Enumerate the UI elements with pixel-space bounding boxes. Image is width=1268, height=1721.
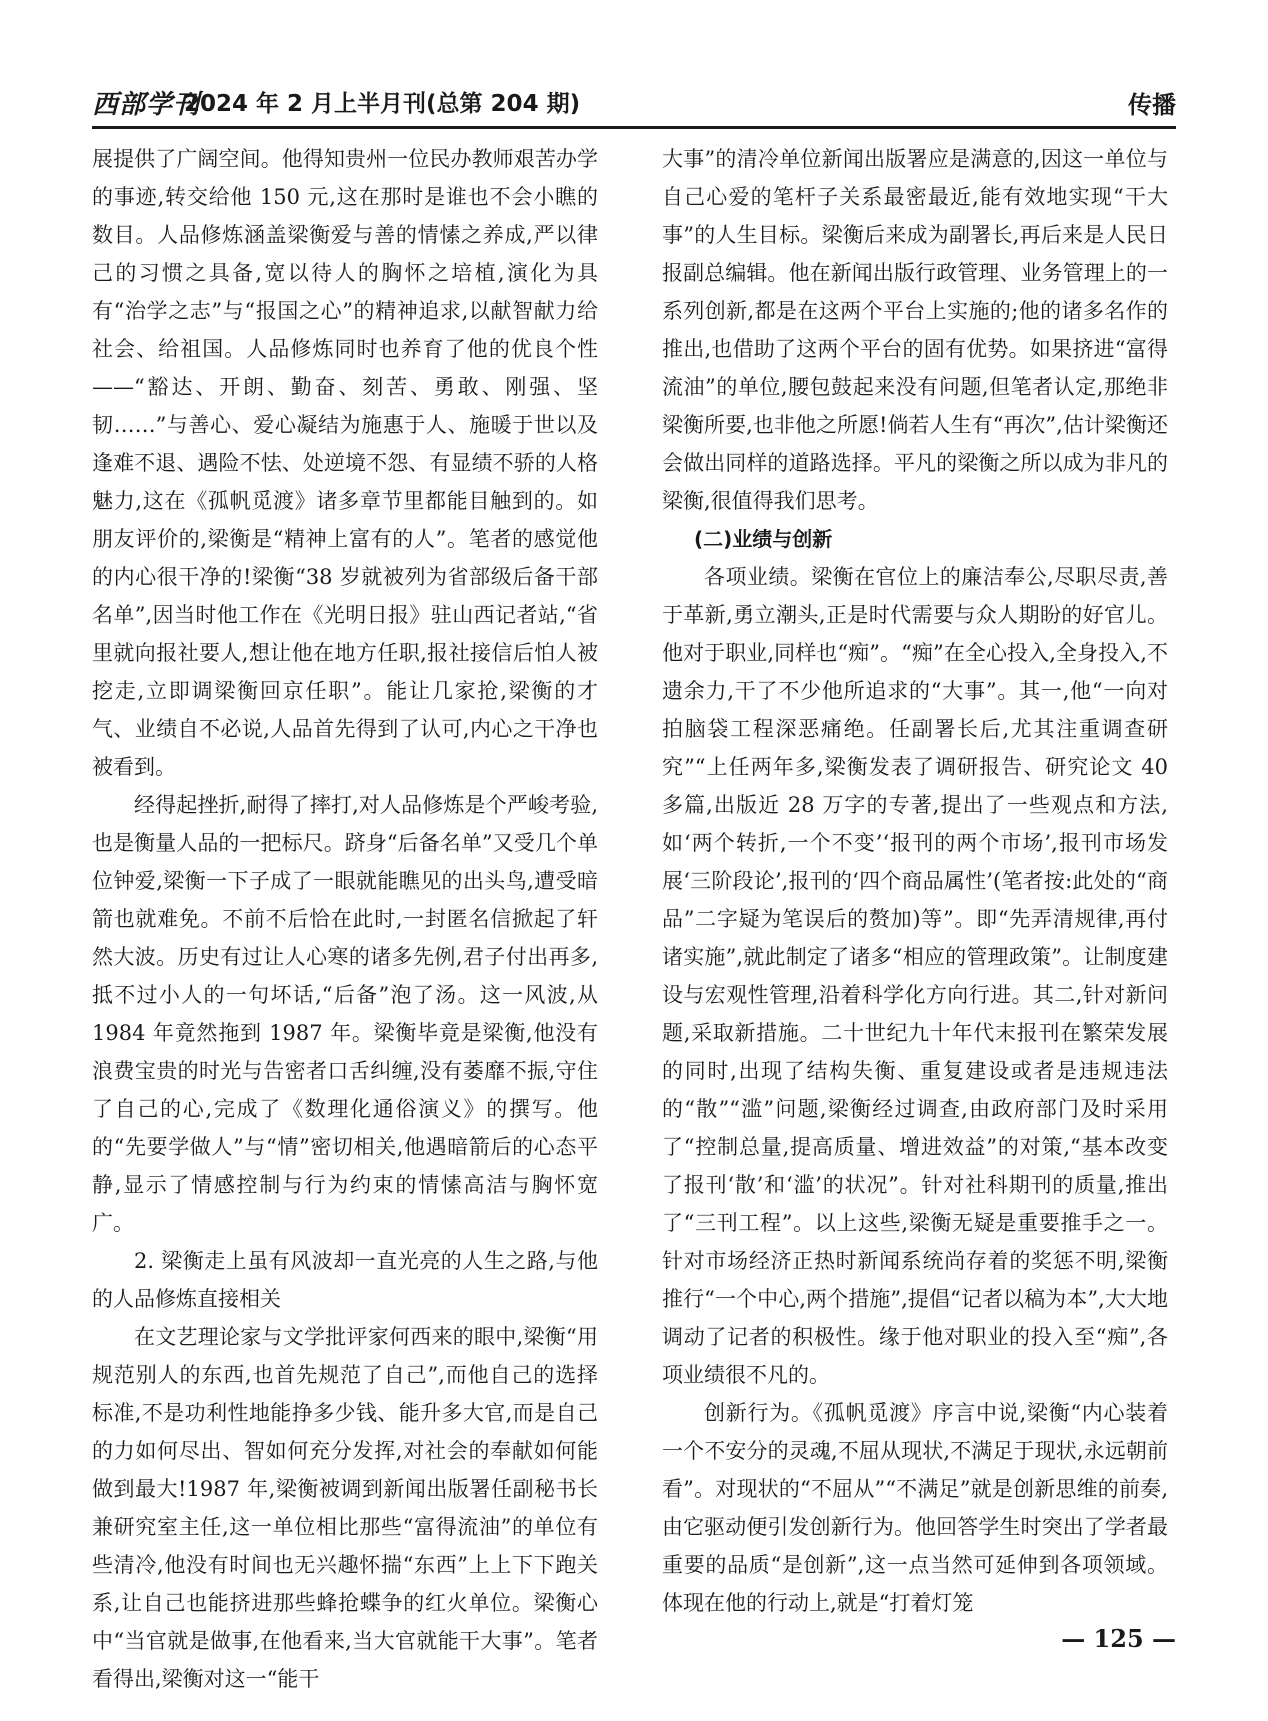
- running-header: [92, 80, 1176, 130]
- header-divider: [92, 126, 1176, 129]
- paragraph: 2. 梁衡走上虽有风波却一直光亮的人生之路,与他的人品修炼直接相关: [92, 1249, 598, 1311]
- paragraph: 各项业绩。梁衡在官位上的廉洁奉公,尽职尽责,善于革新,勇立潮头,正是时代需要与众人期盼的好官儿。他对于职业,同样也“痴”。“痴”在全心投入,全身投入,不遗余力,干了不少他所追求的“大事”。其一,他“一向对拍脑袋工程深恶痛绝。任副署长后,尤其注重调查研究”“上任两年多,梁衡发表了调研报告、研究论文 40 多篇,出版近 28 万字的专著,提出了一些观点和方法,如‘两个转折,一个不变’‘报刊的两个市场’,报刊市场发展‘三阶段论’,报刊的‘四个商品属性’(笔者按:此处的“商品”二字疑为笔误后的赘加)等”。即“先弄清规律,再付诸实施”,就此制定了诸多“相应的管理政策”。让制度建设与宏观性管理,沿着科学化方向行进。其二,针对新问题,采取新措施。二十世纪九十年代末报刊在繁荣发展的同时,出现了结构失衡、重复建设或者是违规违法的“散”“滥”问题,梁衡经过调查,由政府部门及时采用了“控制总量,提高质量、增进效益”的对策,“基本改变了报刊‘散’和‘滥’的状况”。针对社科期刊的质量,推出了“三刊工程”。以上这些,梁衡无疑是重要推手之一。针对市场经济正热时新闻系统尚存着的奖惩不明,梁衡推行“一个中心,两个措施”,提倡“记者以稿为本”,大大地调动了记者的积极性。缘于他对职业的投入至“痴”,各项业绩很不凡的。: [662, 565, 1168, 1387]
- left-column: [92, 140, 598, 1698]
- issue-info: 2024 年 2 月上半月刊(总第 204 期): [184, 91, 581, 117]
- journal-logo: 西部学刊: [92, 90, 201, 120]
- paragraph: 大事”的清冷单位新闻出版署应是满意的,因这一单位与自己心爱的笔杆子关系最密最近,能有效地实现“干大事”的人生目标。梁衡后来成为副署长,再后来是人民日报副总编辑。他在新闻出版行政管理、业务管理上的一系列创新,都是在这两个平台上实施的;他的诸多名作的推出,也借助了这两个平台的固有优势。如果挤进“富得流油”的单位,腰包鼓起来没有问题,但笔者认定,那绝非梁衡所要,也非他之所愿!倘若人生有“再次”,估计梁衡还会做出同样的道路选择。平凡的梁衡之所以成为非凡的梁衡,很值得我们思考。: [662, 147, 1168, 513]
- section-label: 传播: [1128, 91, 1176, 119]
- paragraph: 经得起挫折,耐得了摔打,对人品修炼是个严峻考验,也是衡量人品的一把标尺。跻身“后备名单”又受几个单位钟爱,梁衡一下子成了一眼就能瞧见的出头鸟,遭受暗箭也就难免。不前不后恰在此时,一封匿名信掀起了轩然大波。历史有过让人心寒的诸多先例,君子付出再多,抵不过小人的一句坏话,“后备”泡了汤。这一风波,从 1984 年竟然拖到 1987 年。梁衡毕竟是梁衡,他没有浪费宝贵的时光与告密者口舌纠缠,没有萎靡不振,守住了自己的心,完成了《数理化通俗演义》的撰写。他的“先要学做人”与“情”密切相关,他遇暗箭后的心态平静,显示了情感控制与行为约束的情愫高洁与胸怀宽广。: [92, 793, 598, 1235]
- paragraph: 展提供了广阔空间。他得知贵州一位民办教师艰苦办学的事迹,转交给他 150 元,这在那时是谁也不会小瞧的数目。人品修炼涵盖梁衡爱与善的情愫之养成,严以律己的习惯之具备,宽以待人的胸怀之培植,演化为具有“治学之志”与“报国之心”的精神追求,以献智献力给社会、给祖国。人品修炼同时也养育了他的优良个性——“豁达、开朗、勤奋、刻苦、勇敢、刚强、坚韧……”与善心、爱心凝结为施惠于人、施暖于世以及逢难不退、遇险不怯、处逆境不怨、有显绩不骄的人格魅力,这在《孤帆觅渡》诸多章节里都能目触到的。如朋友评价的,梁衡是“精神上富有的人”。笔者的感觉他的内心很干净的!梁衡“38 岁就被列为省部级后备干部名单”,因当时他工作在《光明日报》驻山西记者站,“省里就向报社要人,想让他在地方任职,报社接信后怕人被挖走,立即调梁衡回京任职”。能让几家抢,梁衡的才气、业绩自不必说,人品首先得到了认可,内心之干净也被看到。: [92, 147, 598, 779]
- paragraph: 创新行为。《孤帆觅渡》序言中说,梁衡“内心装着一个不安分的灵魂,不屈从现状,不满足于现状,永远朝前看”。对现状的“不屈从”“不满足”就是创新思维的前奏,由它驱动便引发创新行为。他回答学生时突出了学者最重要的品质“是创新”,这一点当然可延伸到各项领域。体现在他的行动上,就是“打着灯笼: [662, 1401, 1168, 1615]
- page-number: — 125 —: [1061, 1624, 1176, 1653]
- section-heading: (二)业绩与创新: [694, 527, 833, 551]
- paragraph: 在文艺理论家与文学批评家何西来的眼中,梁衡“用规范别人的东西,也首先规范了自己”,而他自己的选择标准,不是功利性地能挣多少钱、能升多大官,而是自己的力如何尽出、智如何充分发挥,对社会的奉献如何能做到最大!1987 年,梁衡被调到新闻出版署任副秘书长兼研究室主任,这一单位相比那些“富得流油”的单位有些清冷,他没有时间也无兴趣怀揣“东西”上上下下跑关系,让自己也能挤进那些蜂抢蝶争的红火单位。梁衡心中“当官就是做事,在他看来,当大官就能干大事”。笔者看得出,梁衡对这一“能干: [92, 1325, 598, 1691]
- right-column: [662, 140, 1168, 1622]
